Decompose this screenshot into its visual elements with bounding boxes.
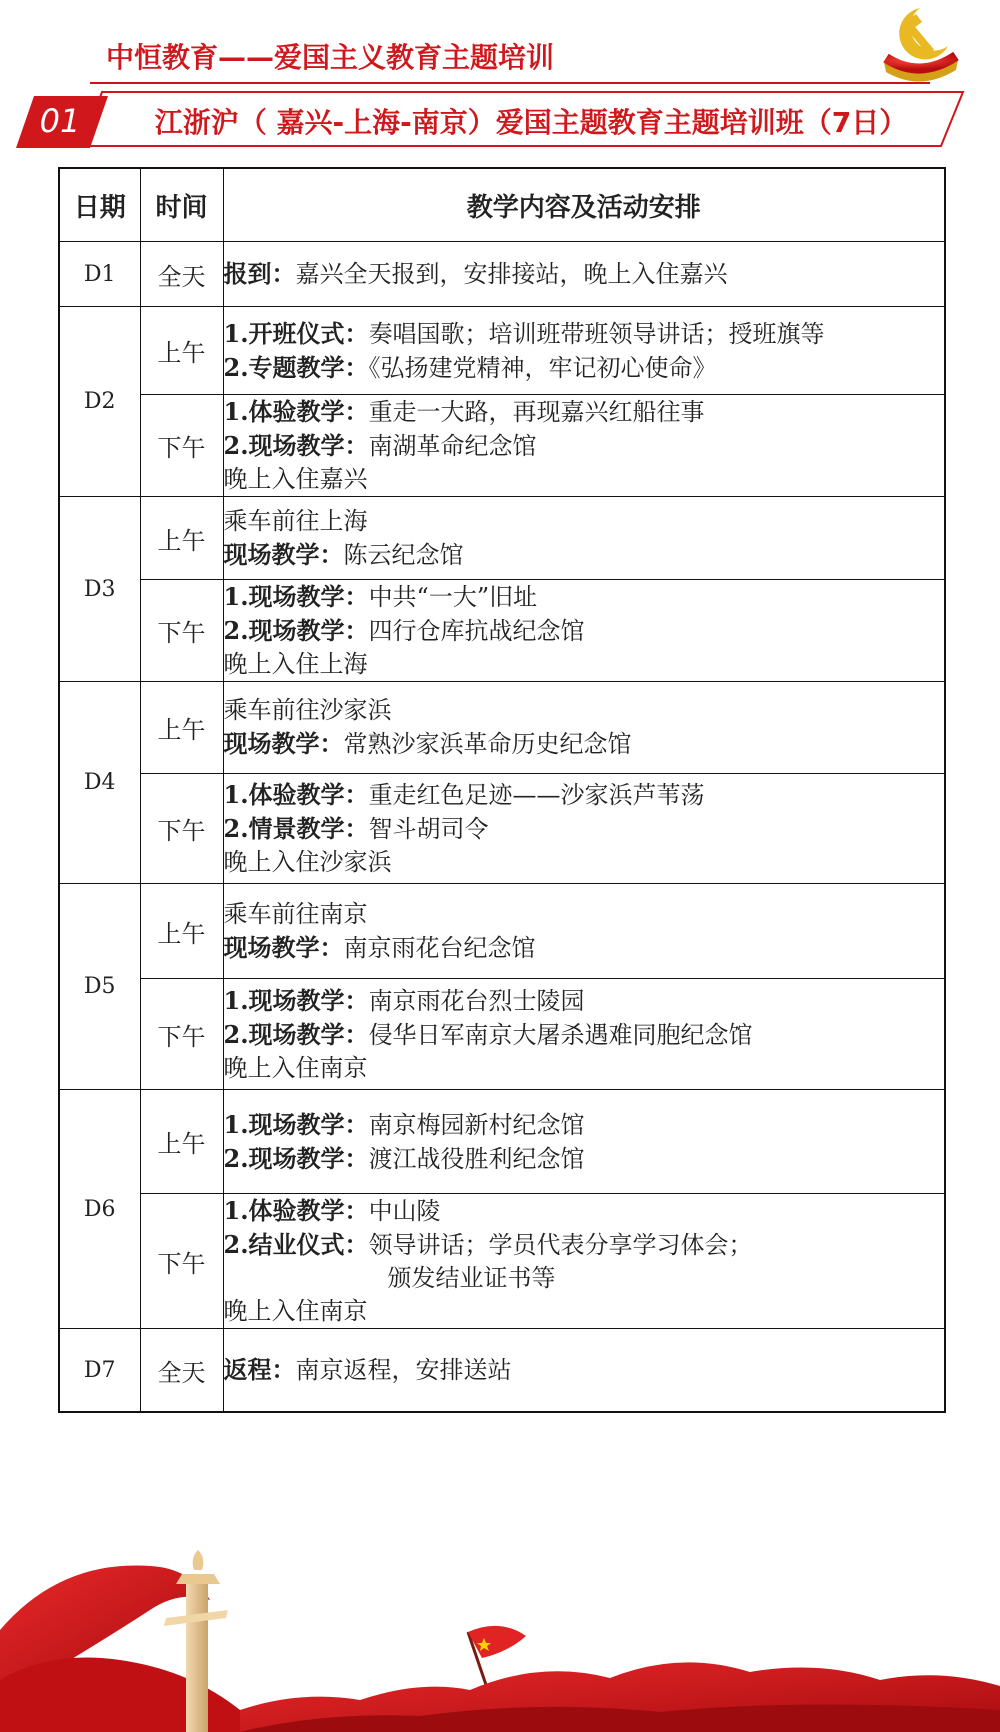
content-text: 四行仓库抗战纪念馆 (368, 617, 585, 645)
content-label: 1.体验教学： (223, 397, 369, 426)
header-divider (90, 82, 930, 84)
content-cell (223, 580, 945, 682)
content-text: 南京梅园新村纪念馆 (368, 1110, 585, 1139)
content-text: 奏唱国歌；培训班带班领导讲话；授班旗等 (368, 319, 825, 348)
header-day: 日期 (59, 168, 140, 242)
period-cell: 下午 (140, 580, 223, 682)
content-cell (223, 1329, 945, 1413)
content-label: 1.体验教学： (223, 780, 369, 809)
content-label: 2.现场教学： (223, 431, 369, 460)
content-text: 中山陵 (368, 1197, 441, 1225)
content-text: 晚上入住上海 (223, 650, 368, 678)
content-label: 1.现场教学： (223, 582, 369, 611)
table-row (59, 307, 945, 395)
period-cell: 下午 (140, 774, 223, 884)
page-header-title: 中恒教育——爱国主义教育主题培训 (106, 41, 555, 74)
content-cell (223, 307, 945, 395)
period-cell: 全天 (140, 1329, 223, 1413)
content-cell (223, 497, 945, 580)
schedule-table (58, 167, 946, 1413)
section-number: 01 (39, 102, 81, 140)
day-cell: D4 (59, 682, 140, 884)
table-row (59, 395, 945, 497)
content-label: 1.现场教学： (223, 1109, 369, 1139)
period-cell: 上午 (140, 884, 223, 979)
content-text: 领导讲话；学员代表分享学习体会； (368, 1231, 753, 1259)
course-title: 江浙沪（ 嘉兴-上海-南京）爱国主题教育主题培训班（7日） (154, 106, 908, 139)
content-cell (223, 774, 945, 884)
table-row (59, 682, 945, 774)
content-label: 现场教学： (223, 729, 344, 758)
content-label: 2.结业仪式： (223, 1230, 369, 1259)
content-label: 1.开班仪式： (223, 318, 369, 348)
content-label: 2.专题教学： (223, 352, 369, 382)
content-label: 2.现场教学： (223, 1143, 369, 1173)
content-label: 现场教学： (223, 539, 344, 569)
content-text: 陈云纪念馆 (343, 540, 464, 569)
day-cell: D2 (59, 307, 140, 497)
content-text: 中共“一大”旧址 (368, 583, 538, 611)
day-cell: D3 (59, 497, 140, 682)
content-text: 《弘扬建党精神，牢记初心使命》 (368, 353, 717, 382)
content-text: 渡江战役胜利纪念馆 (368, 1144, 585, 1173)
header-time: 时间 (140, 168, 223, 242)
day-cell: D6 (59, 1090, 140, 1329)
table-row (59, 774, 945, 884)
day-cell: D1 (59, 242, 140, 307)
period-cell: 全天 (140, 242, 223, 307)
content-text: 重走红色足迹——沙家浜芦苇荡 (368, 781, 705, 809)
table-row (59, 1329, 945, 1413)
content-text: 晚上入住南京 (223, 1297, 368, 1325)
content-cell (223, 884, 945, 979)
table-row (59, 242, 945, 307)
content-text: 晚上入住嘉兴 (223, 465, 368, 493)
content-text: 重走一大路，再现嘉兴红船往事 (368, 398, 705, 426)
content-text: 乘车前往上海 (223, 506, 368, 535)
table-row (59, 1090, 945, 1194)
content-label: 现场教学： (223, 932, 344, 962)
content-cell (223, 1194, 945, 1329)
content-cell (223, 979, 945, 1090)
period-cell: 上午 (140, 307, 223, 395)
content-label: 1.体验教学： (223, 1196, 369, 1225)
content-text: 晚上入住沙家浜 (223, 848, 392, 876)
content-text: 常熟沙家浜革命历史纪念馆 (343, 730, 632, 758)
table-row (59, 497, 945, 580)
content-cell (223, 682, 945, 774)
content-label: 2.现场教学： (223, 1019, 369, 1049)
header-content: 教学内容及活动安排 (223, 168, 945, 242)
content-text: 智斗胡司令 (368, 815, 489, 843)
table-header-row (59, 168, 945, 242)
content-text: 南湖革命纪念馆 (368, 432, 537, 460)
content-label: 2.情景教学： (223, 814, 369, 843)
content-label: 报到： (223, 259, 296, 288)
table-row (59, 1194, 945, 1329)
content-label: 返程： (223, 1355, 296, 1384)
content-text: 乘车前往南京 (223, 899, 368, 928)
day-cell: D5 (59, 884, 140, 1090)
table-row (59, 884, 945, 979)
period-cell: 下午 (140, 395, 223, 497)
period-cell: 下午 (140, 1194, 223, 1329)
period-cell: 下午 (140, 979, 223, 1090)
content-label: 1.现场教学： (223, 985, 369, 1015)
content-cell (223, 242, 945, 307)
table-row (59, 580, 945, 682)
red-flag-huabiao-banner-icon (0, 1540, 1000, 1732)
content-cell (223, 1090, 945, 1194)
content-text: 颁发结业证书等 (387, 1264, 556, 1292)
party-emblem-icon (876, 0, 964, 82)
table-row (59, 979, 945, 1090)
content-label: 2.现场教学： (223, 616, 369, 645)
content-text: 南京雨花台纪念馆 (343, 933, 536, 962)
content-text: 乘车前往沙家浜 (223, 696, 392, 724)
period-cell: 上午 (140, 1090, 223, 1194)
content-text: 侵华日军南京大屠杀遇难同胞纪念馆 (368, 1020, 753, 1049)
period-cell: 上午 (140, 497, 223, 580)
content-cell (223, 395, 945, 497)
period-cell: 上午 (140, 682, 223, 774)
content-text: 晚上入住南京 (223, 1053, 368, 1082)
content-text: 南京雨花台烈士陵园 (368, 986, 585, 1015)
content-text: 南京返程，安排送站 (295, 1356, 512, 1384)
day-cell: D7 (59, 1329, 140, 1413)
content-text: 嘉兴全天报到，安排接站，晚上入住嘉兴 (295, 260, 728, 288)
